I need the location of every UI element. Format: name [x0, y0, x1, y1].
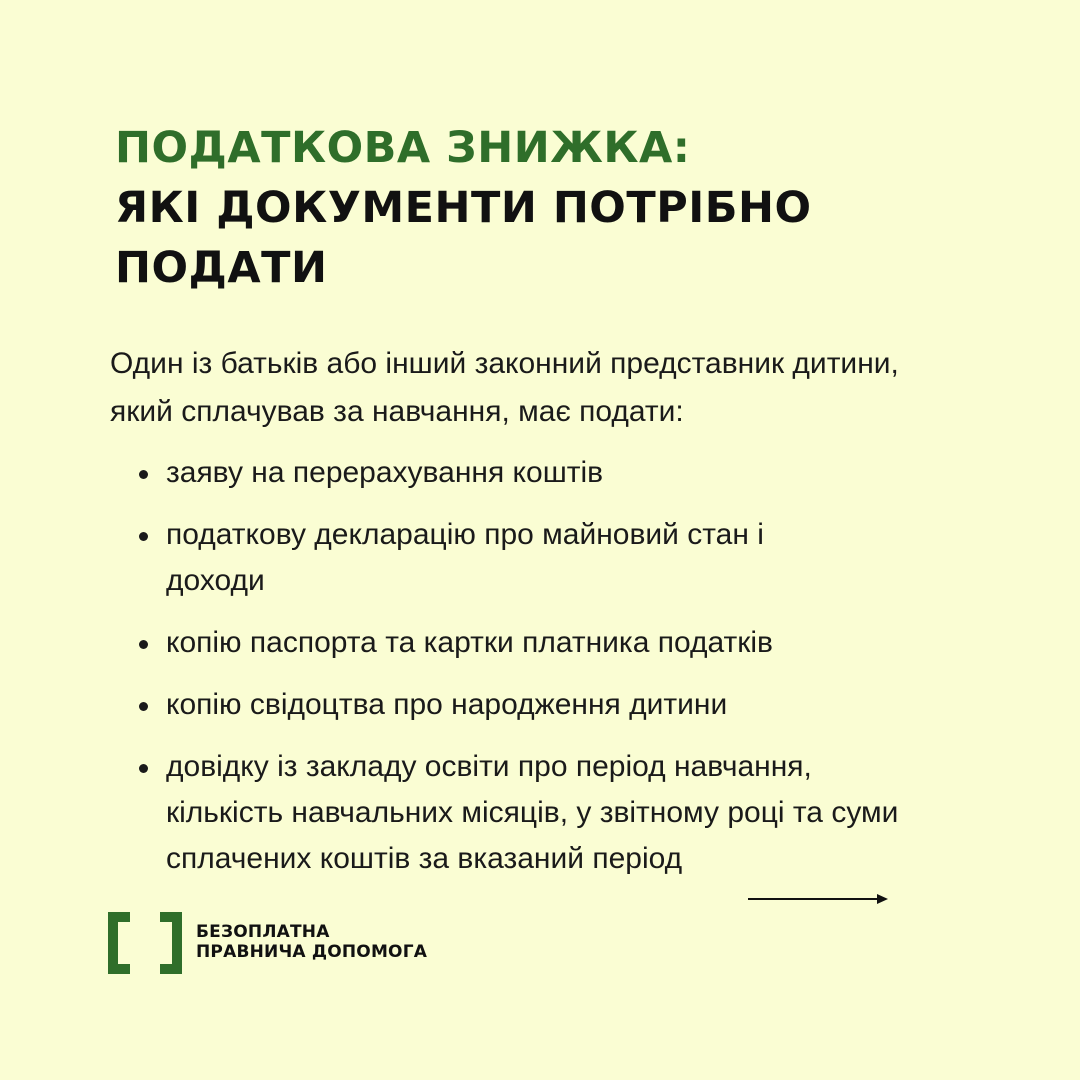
title-line-2: ЯКІ ДОКУМЕНТИ ПОТРІБНО — [115, 183, 812, 233]
list-item-text: заяву на перерахування коштів — [166, 456, 604, 489]
logo-line-2: ПРАВНИЧА ДОПОМОГА — [196, 942, 428, 962]
list-item-text: податкову декларацію про майновий стан і доходи — [166, 518, 764, 597]
bullet-icon — [139, 532, 148, 541]
bullet-icon — [139, 702, 148, 711]
bullet-icon — [139, 640, 148, 649]
list-item — [135, 744, 935, 882]
list-item — [135, 682, 935, 728]
brackets-logo-icon — [108, 912, 182, 974]
title-line-3: ПОДАТИ — [115, 243, 328, 293]
logo-text — [196, 922, 427, 962]
list-item-text: копію паспорта та картки платника податків — [166, 626, 773, 659]
list-item-text: копію свідоцтва про народження дитини — [166, 688, 728, 721]
bullet-icon — [139, 764, 148, 773]
list-item — [135, 512, 935, 604]
arrow-right-icon[interactable] — [748, 891, 888, 907]
logo-line-1: БЕЗОПЛАТНА — [196, 922, 330, 942]
documents-list — [135, 450, 935, 898]
list-item — [135, 620, 935, 666]
page-title — [115, 118, 812, 298]
list-item-text: довідку із закладу освіти про період навчання, кількість навчальних місяців, у звітному році та суми сплачених коштів за вказаний період — [166, 750, 899, 875]
title-line-1: ПОДАТКОВА ЗНИЖКА: — [115, 123, 691, 173]
bullet-icon — [139, 470, 148, 479]
intro-text: Один із батьків або інший законний представник дитини, який сплачував за навчання, має подати: — [110, 347, 899, 428]
list-item — [135, 450, 935, 496]
